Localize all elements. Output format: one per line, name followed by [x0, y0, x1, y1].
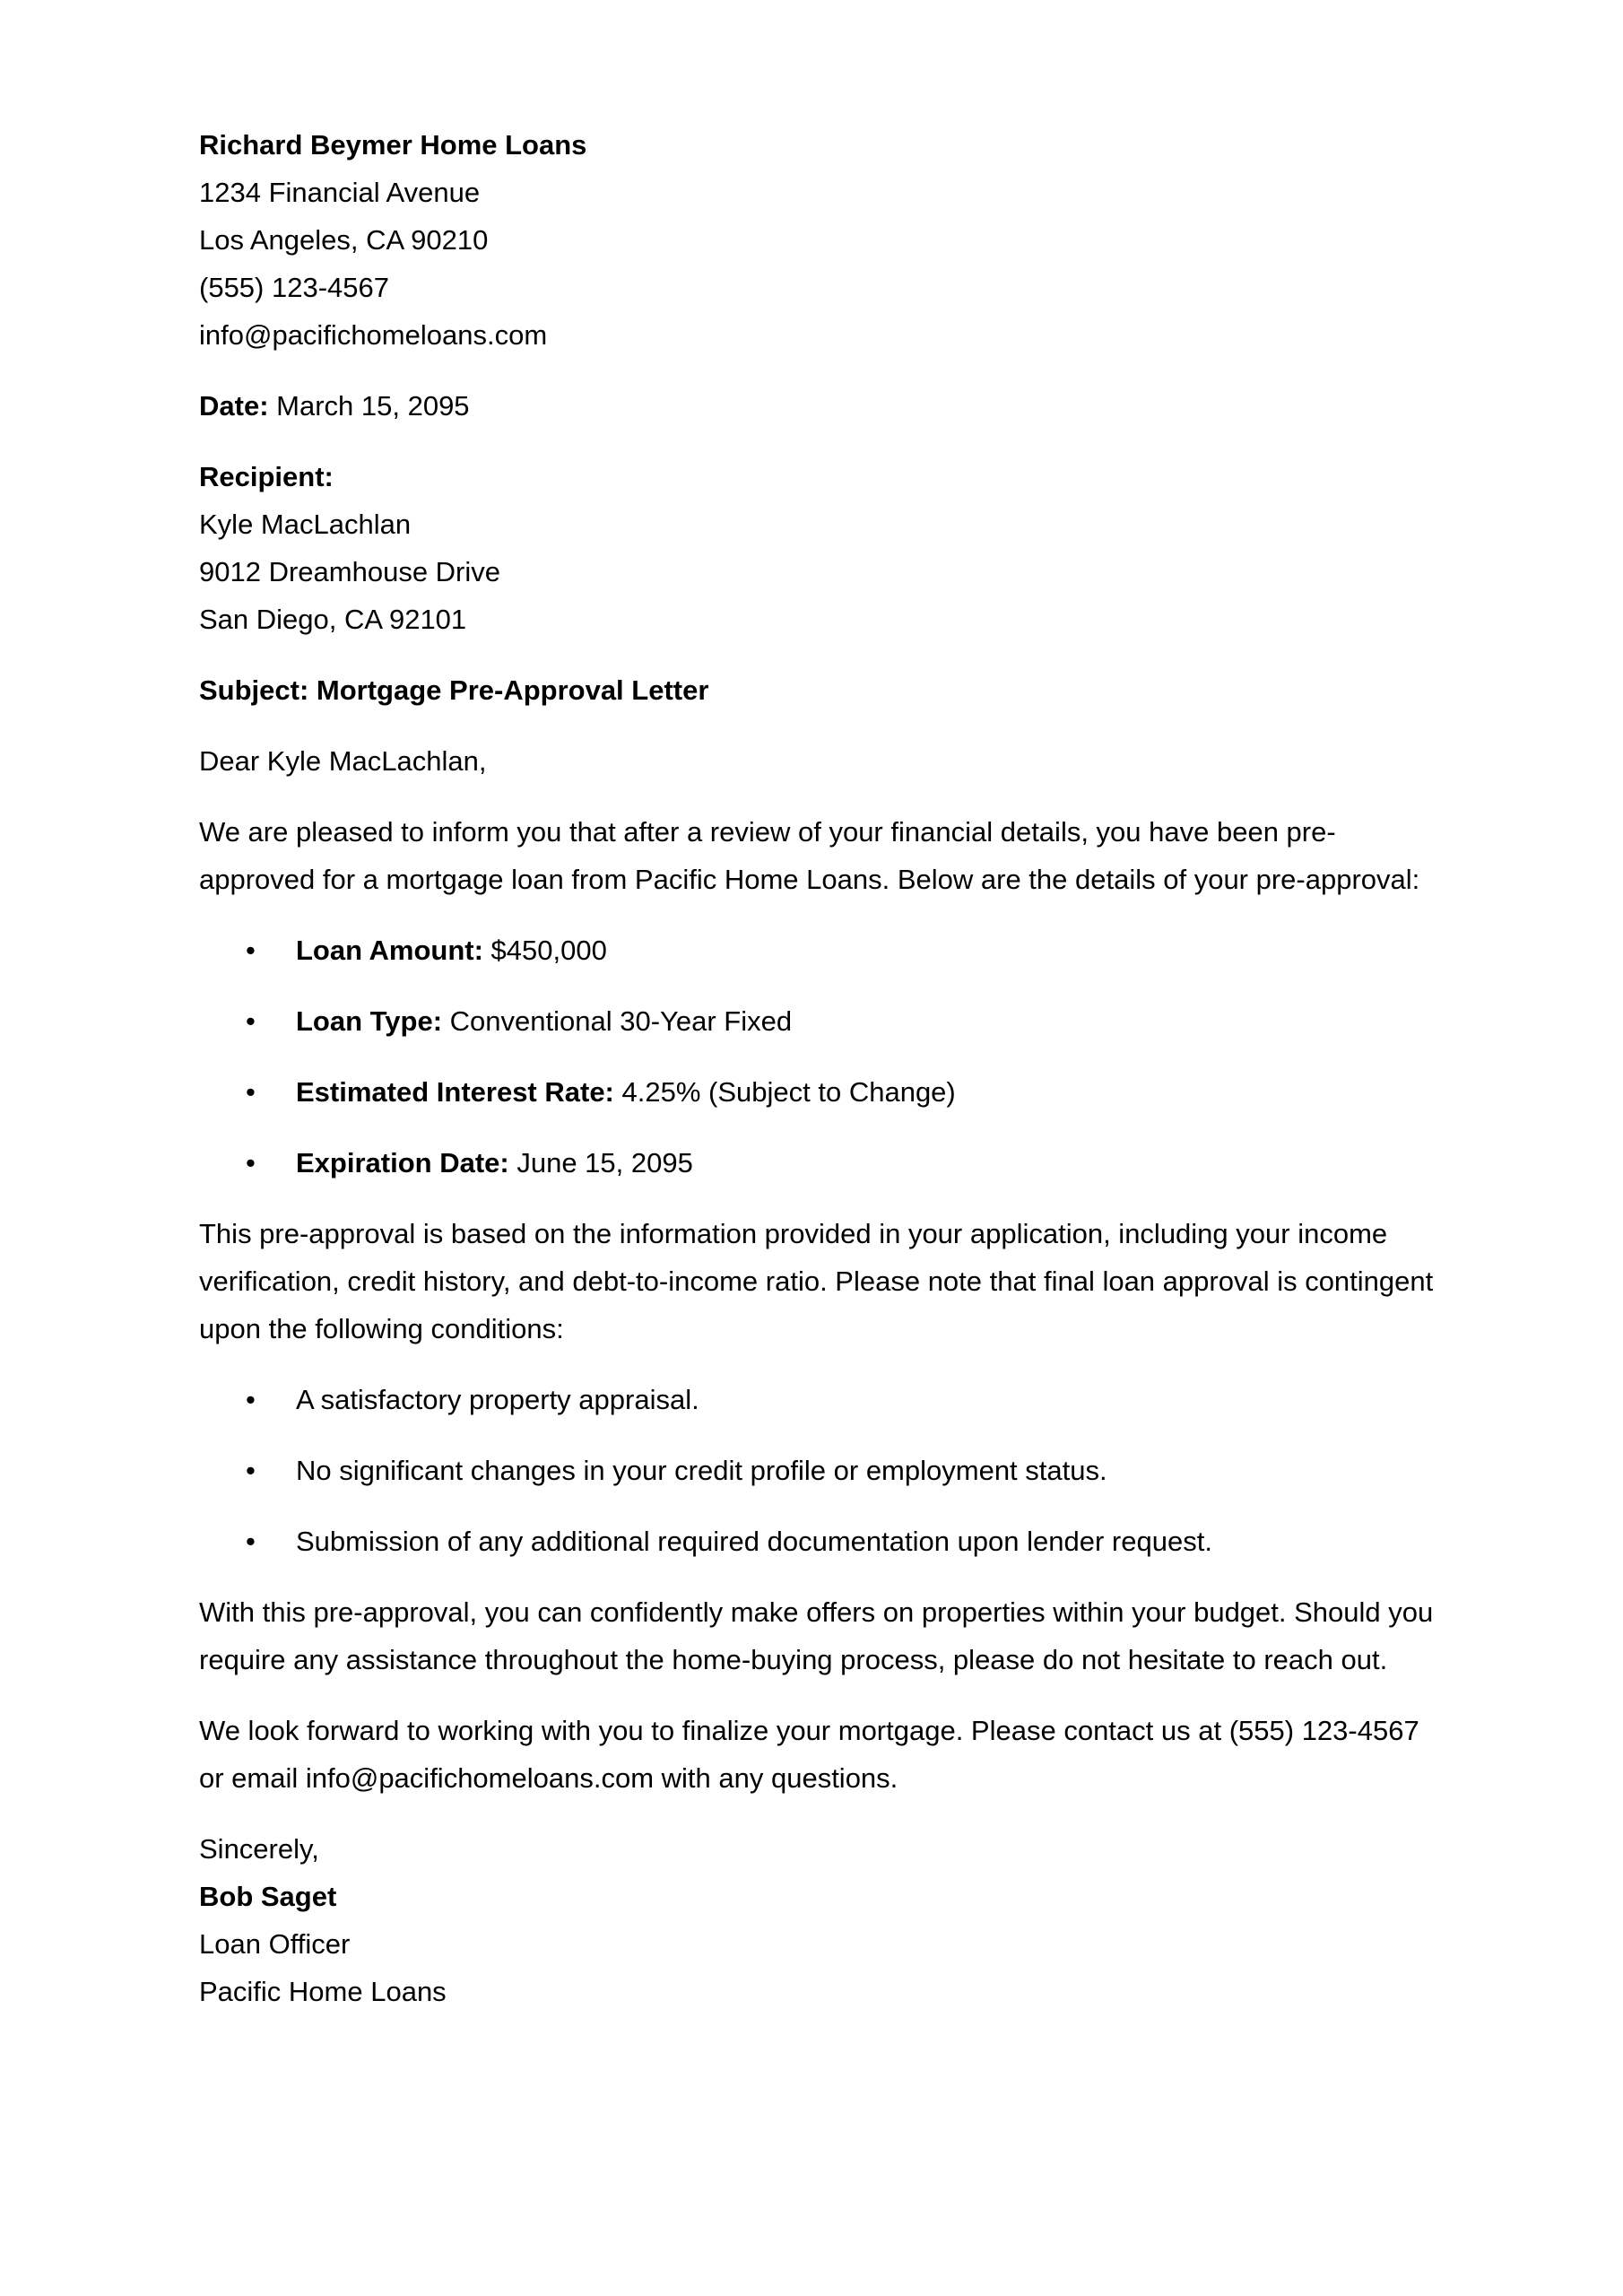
condition-text: Submission of any additional required documentation upon lender request.	[296, 1526, 1212, 1557]
loan-detail-item	[199, 1068, 1436, 1116]
detail-value: Conventional 30-Year Fixed	[449, 1005, 793, 1037]
recipient-address-line2: San Diego, CA 92101	[199, 604, 467, 635]
detail-value: 4.25% (Subject to Change)	[621, 1076, 956, 1108]
subject-line: Subject: Mortgage Pre-Approval Letter	[199, 674, 709, 706]
intro-paragraph: We are pleased to inform you that after a review of your financial details, you have been pre-approved for a mortgage loan from Pacific Home Loans. Below are the details of your pre-approval:	[199, 816, 1420, 895]
recipient-address-line1: 9012 Dreamhouse Drive	[199, 556, 501, 587]
loan-detail-item	[199, 926, 1436, 974]
signature-company: Pacific Home Loans	[199, 1976, 447, 2007]
detail-label: Expiration Date:	[296, 1147, 509, 1178]
recipient-block	[199, 453, 1436, 643]
loan-detail-item	[199, 1139, 1436, 1187]
closing-paragraph-1: With this pre-approval, you can confidently make offers on properties within your budget. Should you require any assistance throughout the home-buying process, please do not hesitate to reach out.	[199, 1596, 1434, 1675]
loan-details-list	[199, 926, 1436, 1187]
recipient-label: Recipient:	[199, 461, 334, 492]
signoff: Sincerely,	[199, 1833, 319, 1865]
bullet-icon	[246, 926, 256, 974]
signature-block	[199, 1825, 1436, 2015]
sender-email: info@pacifichomeloans.com	[199, 319, 548, 351]
date-line	[199, 382, 1436, 430]
detail-label: Estimated Interest Rate:	[296, 1076, 614, 1108]
bullet-icon	[246, 1518, 256, 1565]
bullet-icon	[246, 997, 256, 1045]
bullet-icon	[246, 1447, 256, 1494]
date-value: March 15, 2095	[276, 390, 470, 422]
sender-company: Richard Beymer Home Loans	[199, 129, 587, 161]
conditions-intro-paragraph: This pre-approval is based on the information provided in your application, including your income verification, credit history, and debt-to-income ratio. Please note that final loan approval is contingent upon the following conditions:	[199, 1218, 1434, 1344]
bullet-icon	[246, 1139, 256, 1187]
loan-detail-item	[199, 997, 1436, 1045]
sender-phone: (555) 123-4567	[199, 272, 389, 303]
condition-item	[199, 1376, 1436, 1423]
condition-text: No significant changes in your credit profile or employment status.	[296, 1455, 1107, 1486]
sender-address-line1: 1234 Financial Avenue	[199, 177, 481, 208]
closing-paragraph-2: We look forward to working with you to finalize your mortgage. Please contact us at (555) 123-4567 or email info@pacifichomeloans.com with any questions.	[199, 1715, 1419, 1794]
detail-label: Loan Type:	[296, 1005, 443, 1037]
detail-value: June 15, 2095	[516, 1147, 693, 1178]
conditions-list	[199, 1376, 1436, 1565]
signature-name: Bob Saget	[199, 1881, 337, 1912]
salutation: Dear Kyle MacLachlan,	[199, 745, 487, 777]
condition-item	[199, 1518, 1436, 1565]
condition-item	[199, 1447, 1436, 1494]
condition-text: A satisfactory property appraisal.	[296, 1384, 699, 1415]
signature-title: Loan Officer	[199, 1928, 351, 1960]
sender-block	[199, 121, 1436, 359]
bullet-icon	[246, 1068, 256, 1116]
sender-address-line2: Los Angeles, CA 90210	[199, 224, 489, 256]
recipient-name: Kyle MacLachlan	[199, 509, 412, 540]
date-label: Date:	[199, 390, 269, 422]
bullet-icon	[246, 1376, 256, 1423]
detail-label: Loan Amount:	[296, 935, 483, 966]
detail-value: $450,000	[490, 935, 607, 966]
